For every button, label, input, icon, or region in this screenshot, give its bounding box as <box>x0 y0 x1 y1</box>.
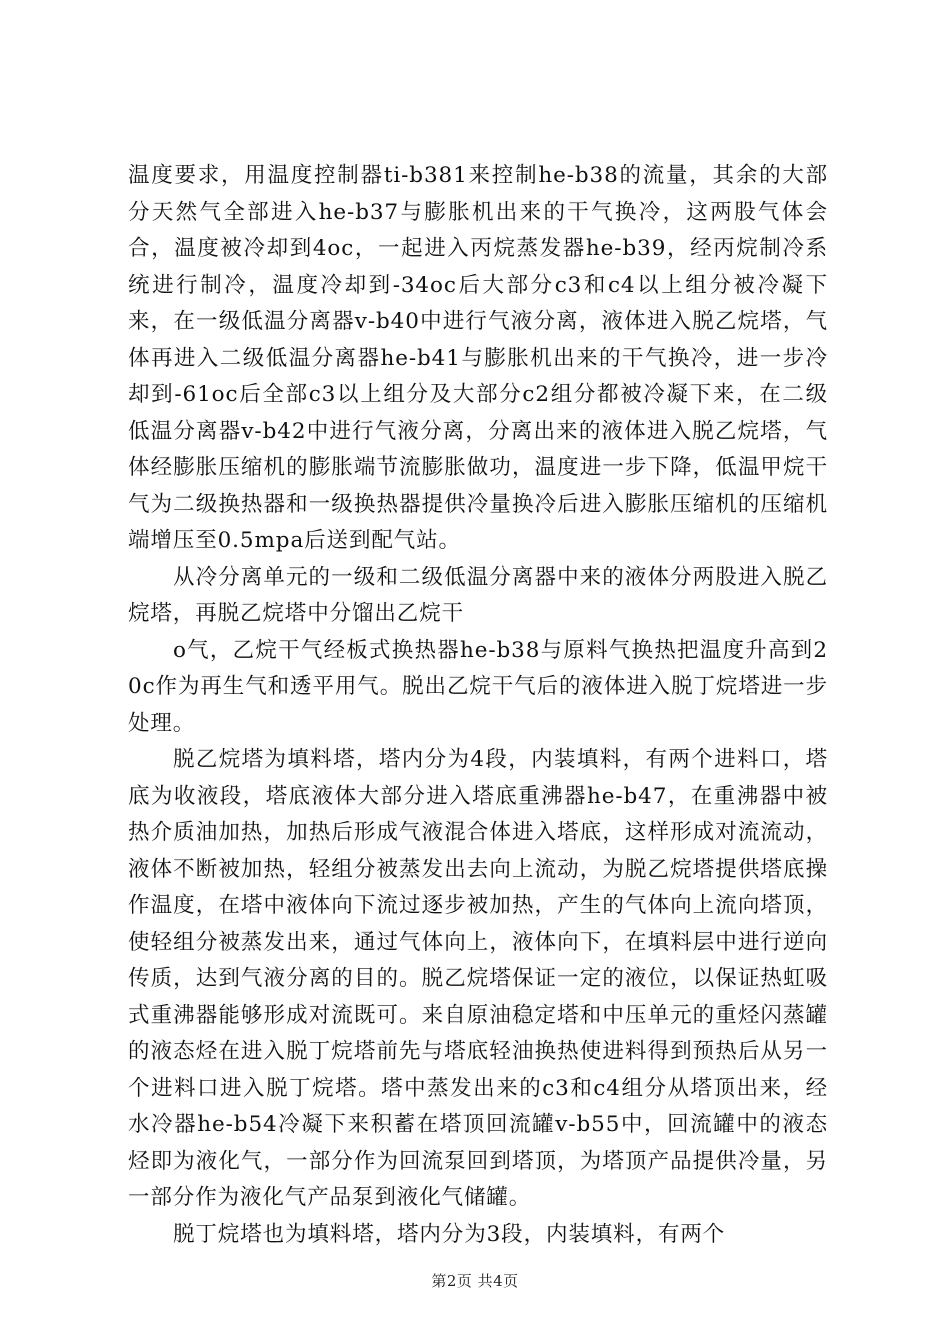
paragraph-2: 从冷分离单元的一级和二级低温分离器中来的液体分两股进入脱乙烷塔，再脱乙烷塔中分馏出乙烷干 <box>128 564 828 626</box>
paragraph-1: 温度要求，用温度控制器ti-b381来控制he-b38的流量，其余的大部分天然气全部进入he-b37与膨胀机出来的干气换冷，这两股气体会合，温度被冷却到4oc，一起进入丙烷蒸发器he-b39，经丙烷制冷系统进行制冷，温度冷却到-34oc后大部分c3和c4以上组分被冷凝下来，在一级低温分离器v-b40中进行气液分离，液体进入脱乙烷塔，气体再进入二级低温分离器he-b41与膨胀机出来的干气换冷，进一步冷却到-61oc后全部c3以上组分及大部分c2组分都被冷凝下来，在二级低温分离器v-b42中进行气液分离，分离出来的液体进入脱乙烷塔，气体经膨胀压缩机的膨胀端节流膨胀做功，温度进一步下降，低温甲烷干气为二级换热器和一级换热器提供冷量换冷后进入膨胀压缩机的压缩机端增压至0.5mpa后送到配气站。 <box>128 163 828 553</box>
paragraph-4: 脱乙烷塔为填料塔，塔内分为4段，内装填料，有两个进料口，塔底为收液段，塔底液体大部分进入塔底重沸器he-b47，在重沸器中被热介质油加热，加热后形成气液混合体进入塔底，这样形成对流流动，液体不断被加热，轻组分被蒸发出去向上流动，为脱乙烷塔提供塔底操作温度，在塔中液体向下流过逐步被加热，产生的气体向上流向塔顶，使轻组分被蒸发出来，通过气体向上，液体向下，在填料层中进行逆向传质，达到气液分离的目的。脱乙烷塔保证一定的液位，以保证热虹吸式重沸器能够形成对流既可。来自原油稳定塔和中压单元的重烃闪蒸罐的液态烃在进入脱丁烷塔前先与塔底轻油换热使进料得到预热后从另一个进料口进入脱丁烷塔。塔中蒸发出来的c3和c4组分从塔顶出来，经水冷器he-b54冷凝下来积蓄在塔顶回流罐v-b55中，回流罐中的液态烃即为液化气，一部分作为回流泵回到塔顶，为塔顶产品提供冷量，另一部分作为液化气产品泵到液化气储罐。 <box>128 747 828 1210</box>
paragraph-5: 脱丁烷塔也为填料塔，塔内分为3段，内装填料，有两个 <box>173 1221 726 1247</box>
paragraph-3: o气，乙烷干气经板式换热器he-b38与原料气换热把温度升高到20c作为再生气和透平用气。脱出乙烷干气后的液体进入脱丁烷塔进一步处理。 <box>128 637 828 736</box>
document-body <box>128 158 828 1253</box>
page-footer: 第2页 共4页 <box>431 1272 519 1290</box>
